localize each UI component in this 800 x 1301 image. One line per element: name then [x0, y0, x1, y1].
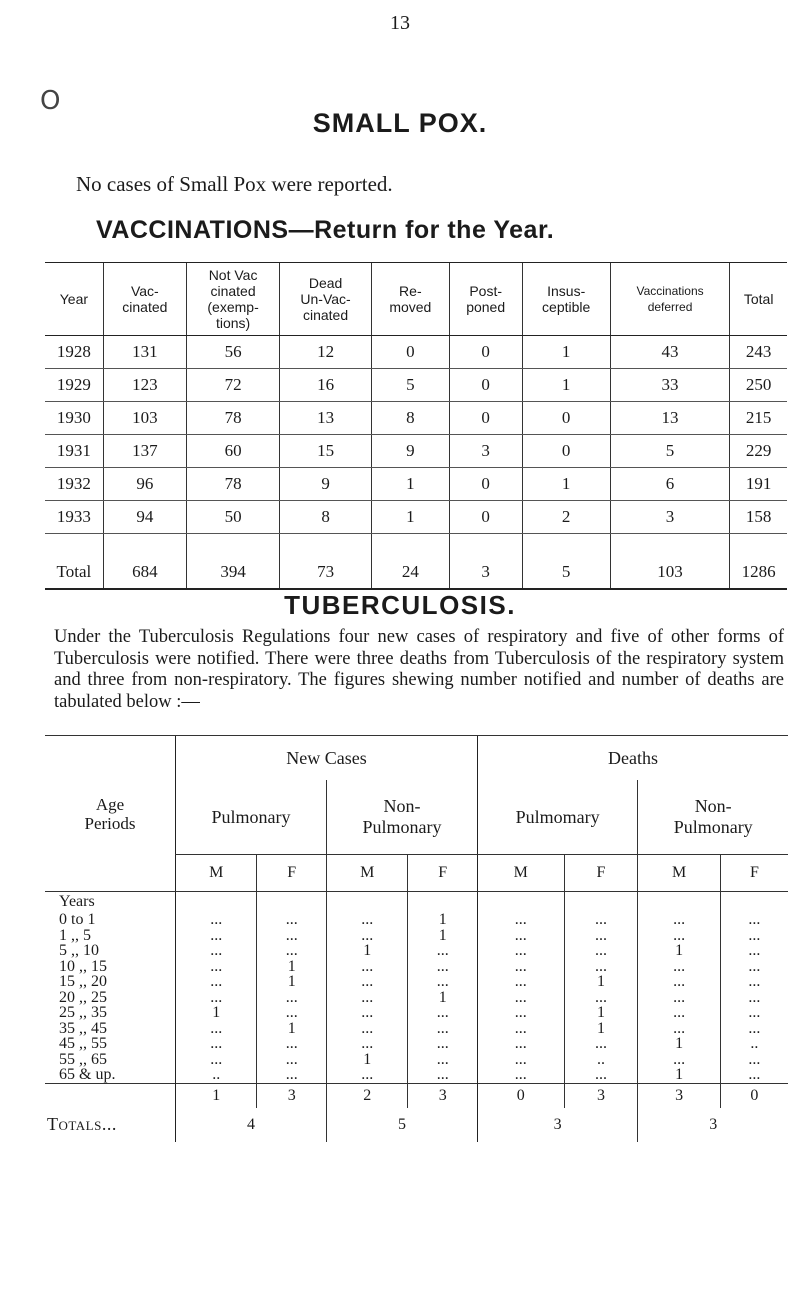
totals-label: Totals... — [47, 1114, 117, 1134]
tb-cell: .. — [176, 1067, 257, 1083]
tb-cell: 1 — [408, 928, 478, 944]
age-periods-label: Age Periods — [84, 794, 136, 833]
tb-cell: ... — [564, 1067, 638, 1083]
vacc-cell: 0 — [522, 435, 610, 468]
age-period: 35 ,, 45 — [59, 1019, 107, 1037]
sex-header: F — [408, 855, 478, 892]
tb-cell: ... — [326, 990, 407, 1006]
vacc-cell: 6 — [610, 468, 730, 501]
vacc-cell: 12 — [280, 336, 372, 369]
vacc-cell: 1929 — [45, 369, 103, 402]
column-sum: 3 — [638, 1083, 720, 1108]
vacc-cell: 1932 — [45, 468, 103, 501]
vacc-cell: 0 — [449, 336, 522, 369]
vacc-cell: 0 — [449, 468, 522, 501]
vacc-cell: 123 — [103, 369, 186, 402]
tb-cell: ... — [408, 1021, 478, 1037]
empty-cell — [326, 892, 407, 913]
tb-cell: ... — [408, 1052, 478, 1068]
tb-cell: ... — [720, 959, 788, 975]
new-cases-header: New Cases — [176, 736, 478, 781]
sex-header: F — [564, 855, 638, 892]
group-total: 5 — [326, 1108, 477, 1142]
new-non-pulmonary-header: Non- Pulmonary — [326, 780, 477, 855]
age-period: 15 ,, 20 — [59, 973, 107, 990]
sex-header: M — [638, 855, 720, 892]
tb-cell: ... — [408, 1005, 478, 1021]
new-pulmonary-header: Pulmonary — [176, 780, 327, 855]
tb-cell: 1 — [176, 1005, 257, 1021]
vacc-cell: 72 — [186, 369, 279, 402]
vacc-cell: 9 — [280, 468, 372, 501]
tb-cell: ... — [477, 959, 564, 975]
tb-cell: ... — [257, 912, 327, 928]
vacc-total-cell: 1286 — [730, 534, 787, 590]
vacc-row — [45, 468, 787, 501]
tb-cell: ... — [257, 1052, 327, 1068]
tb-cell: ... — [176, 1036, 257, 1052]
group-total: 3 — [638, 1108, 788, 1142]
vacc-total-cell: 394 — [186, 534, 279, 590]
empty-cell — [720, 892, 788, 913]
tb-cell: ... — [638, 959, 720, 975]
age-period: 5 ,, 10 — [59, 942, 99, 959]
vacc-cell: 1 — [522, 369, 610, 402]
tb-cell: 1 — [564, 1021, 638, 1037]
age-periods-header — [45, 736, 176, 892]
tb-cell: ... — [638, 1005, 720, 1021]
tb-cell: ... — [176, 1021, 257, 1037]
vacc-cell: 3 — [449, 435, 522, 468]
tb-cell: ... — [176, 928, 257, 944]
vacc-cell: 33 — [610, 369, 730, 402]
vaccinations-table — [45, 262, 787, 590]
tb-cell: ... — [638, 990, 720, 1006]
vacc-row — [45, 501, 787, 534]
sum-blank — [45, 1083, 176, 1108]
vacc-row — [45, 402, 787, 435]
column-sum: 3 — [408, 1083, 478, 1108]
vacc-cell: 0 — [449, 402, 522, 435]
tuberculosis-heading: TUBERCULOSIS. — [284, 590, 516, 620]
tb-cell: 1 — [564, 1005, 638, 1021]
deaths-header: Deaths — [477, 736, 788, 781]
vacc-col-header: Dead Un-Vac- cinated — [280, 263, 372, 336]
tb-cell: ... — [638, 912, 720, 928]
empty-cell — [477, 892, 564, 913]
empty-cell — [564, 892, 638, 913]
tb-cell: 1 — [257, 959, 327, 975]
tb-cell: 1 — [638, 943, 720, 959]
tb-cell: ... — [408, 1067, 478, 1083]
group-total: 4 — [176, 1108, 327, 1142]
vacc-cell: 8 — [280, 501, 372, 534]
tb-cell: ... — [477, 928, 564, 944]
tb-cell: 1 — [257, 1021, 327, 1037]
vacc-cell: 1933 — [45, 501, 103, 534]
tb-cell: ... — [257, 1005, 327, 1021]
sex-header: M — [176, 855, 257, 892]
vacc-cell: 15 — [280, 435, 372, 468]
vacc-total-cell: 103 — [610, 534, 730, 590]
vacc-cell: 13 — [610, 402, 730, 435]
vacc-cell: 229 — [730, 435, 787, 468]
vacc-cell: 1 — [522, 336, 610, 369]
vacc-cell: 131 — [103, 336, 186, 369]
tb-cell: ... — [477, 974, 564, 990]
vacc-total-row — [45, 534, 787, 590]
column-sum: 3 — [564, 1083, 638, 1108]
tb-cell: ... — [638, 1021, 720, 1037]
death-non-pulmonary-header: Non- Pulmonary — [638, 780, 788, 855]
age-row — [45, 1021, 788, 1037]
vacc-cell: 0 — [449, 501, 522, 534]
tb-cell: ... — [720, 1067, 788, 1083]
age-row — [45, 1052, 788, 1068]
tb-cell: ... — [720, 928, 788, 944]
vacc-cell: 1928 — [45, 336, 103, 369]
vacc-cell: 56 — [186, 336, 279, 369]
column-sum: 0 — [477, 1083, 564, 1108]
vacc-row — [45, 369, 787, 402]
age-period: 1 ,, 5 — [59, 926, 91, 944]
vacc-cell: 0 — [371, 336, 449, 369]
tb-cell: ... — [257, 928, 327, 944]
tb-cell: ... — [720, 990, 788, 1006]
tb-cell: ... — [477, 1021, 564, 1037]
tb-cell: ... — [176, 974, 257, 990]
tb-cell: ... — [564, 959, 638, 975]
vacc-row — [45, 336, 787, 369]
tb-cell: 1 — [326, 1052, 407, 1068]
column-sum: 1 — [176, 1083, 257, 1108]
tb-cell: ... — [326, 1021, 407, 1037]
smallpox-statement: No cases of Small Pox were reported. — [76, 172, 393, 196]
tb-cell: ... — [176, 959, 257, 975]
tb-cell: 1 — [257, 974, 327, 990]
tb-cell: ... — [638, 1052, 720, 1068]
vacc-cell: 50 — [186, 501, 279, 534]
vacc-cell: 96 — [103, 468, 186, 501]
vacc-cell: 94 — [103, 501, 186, 534]
vacc-cell: 215 — [730, 402, 787, 435]
column-sum: 3 — [257, 1083, 327, 1108]
tb-cell: ... — [720, 1021, 788, 1037]
tb-cell: .. — [564, 1052, 638, 1068]
vacc-cell: 78 — [186, 468, 279, 501]
vacc-cell: 60 — [186, 435, 279, 468]
sex-header: M — [477, 855, 564, 892]
tb-cell: ... — [408, 974, 478, 990]
tb-cell: ... — [638, 928, 720, 944]
margin-mark: O — [40, 86, 61, 116]
group-total: 3 — [477, 1108, 637, 1142]
tb-cell: ... — [720, 1052, 788, 1068]
sex-header: M — [326, 855, 407, 892]
tb-cell: 1 — [408, 990, 478, 1006]
age-period: 20 ,, 25 — [59, 988, 107, 1006]
sex-header: F — [720, 855, 788, 892]
vaccinations-heading: VACCINATIONS—Return for the Year. — [96, 216, 555, 244]
sex-header: F — [257, 855, 327, 892]
tb-cell: .. — [720, 1036, 788, 1052]
tb-cell: ... — [257, 1067, 327, 1083]
vacc-cell: 1 — [371, 501, 449, 534]
tb-cell: ... — [176, 990, 257, 1006]
tb-cell: ... — [257, 1036, 327, 1052]
years-label: Years — [59, 893, 95, 911]
vacc-cell: 0 — [522, 402, 610, 435]
tb-cell: ... — [326, 959, 407, 975]
tb-cell: ... — [477, 1036, 564, 1052]
vacc-total-cell: 73 — [280, 534, 372, 590]
tb-cell: ... — [326, 1067, 407, 1083]
totals-row — [45, 1108, 788, 1142]
vacc-col-header: Re- moved — [371, 263, 449, 336]
vacc-col-header: Vac- cinated — [103, 263, 186, 336]
tb-cell: ... — [564, 1036, 638, 1052]
age-row — [45, 1005, 788, 1021]
vacc-total-cell: 5 — [522, 534, 610, 590]
vacc-cell: 43 — [610, 336, 730, 369]
column-sum: 0 — [720, 1083, 788, 1108]
age-period: 10 ,, 15 — [59, 957, 107, 975]
vacc-cell: 158 — [730, 501, 787, 534]
tb-cell: ... — [326, 974, 407, 990]
vacc-total-cell: 684 — [103, 534, 186, 590]
vacc-col-header: Post- poned — [449, 263, 522, 336]
vacc-col-header: Not Vac cinated (exemp- tions) — [186, 263, 279, 336]
tb-cell: ... — [176, 912, 257, 928]
page-number: 13 — [390, 12, 410, 34]
vacc-cell: 243 — [730, 336, 787, 369]
vacc-cell: 9 — [371, 435, 449, 468]
vacc-cell: 191 — [730, 468, 787, 501]
vacc-total-cell: 24 — [371, 534, 449, 590]
empty-cell — [408, 892, 478, 913]
tb-cell: ... — [720, 974, 788, 990]
empty-cell — [257, 892, 327, 913]
vacc-cell: 0 — [449, 369, 522, 402]
age-row — [45, 912, 788, 928]
age-period: 65 & up. — [59, 1066, 116, 1083]
age-period: 0 to 1 — [59, 911, 96, 928]
age-period: 45 ,, 55 — [59, 1035, 107, 1052]
smallpox-heading: SMALL POX. — [312, 108, 488, 138]
years-row — [45, 892, 788, 913]
tb-cell: ... — [477, 1067, 564, 1083]
vacc-cell: 16 — [280, 369, 372, 402]
vacc-cell: 1 — [371, 468, 449, 501]
tb-cell: ... — [477, 990, 564, 1006]
tb-cell: 1 — [564, 974, 638, 990]
vacc-cell: 137 — [103, 435, 186, 468]
tb-cell: ... — [564, 990, 638, 1006]
vacc-cell: 1931 — [45, 435, 103, 468]
tb-cell: ... — [477, 1005, 564, 1021]
tb-cell: ... — [477, 943, 564, 959]
vacc-cell: 2 — [522, 501, 610, 534]
tb-cell: ... — [477, 912, 564, 928]
vacc-cell: 1 — [522, 468, 610, 501]
vacc-cell: 13 — [280, 402, 372, 435]
age-row — [45, 959, 788, 975]
vacc-cell: 5 — [610, 435, 730, 468]
tb-cell: ... — [326, 1005, 407, 1021]
age-row — [45, 928, 788, 944]
tb-cell: ... — [564, 912, 638, 928]
age-row — [45, 990, 788, 1006]
vacc-total-cell: Total — [45, 534, 103, 590]
age-row — [45, 974, 788, 990]
tuberculosis-paragraph: Under the Tuberculosis Regulations four new cases of respiratory and five of other forms of Tuberculosis were notified. There were three deaths from Tuberculosis of the respiratory system and three from non-respiratory. The figures shewing number notified and number of deaths are tabulated below :— — [54, 627, 784, 712]
column-sums-row — [45, 1083, 788, 1108]
tb-cell: 1 — [638, 1036, 720, 1052]
tb-cell: ... — [564, 928, 638, 944]
vacc-cell: 103 — [103, 402, 186, 435]
tb-cell: ... — [477, 1052, 564, 1068]
tb-cell: ... — [408, 1036, 478, 1052]
tb-cell: ... — [564, 943, 638, 959]
column-sum: 2 — [326, 1083, 407, 1108]
tb-cell: ... — [176, 943, 257, 959]
vacc-total-cell: 3 — [449, 534, 522, 590]
vaccinations-header-row — [45, 263, 787, 336]
vacc-col-header: Year — [45, 263, 103, 336]
tb-cell: ... — [257, 990, 327, 1006]
vacc-cell: 3 — [610, 501, 730, 534]
tb-cell: ... — [720, 1005, 788, 1021]
tb-cell: ... — [720, 912, 788, 928]
age-period: 55 ,, 65 — [59, 1050, 107, 1068]
tuberculosis-table — [45, 735, 788, 1142]
tb-cell: ... — [326, 1036, 407, 1052]
tb-cell: 1 — [408, 912, 478, 928]
vacc-cell: 250 — [730, 369, 787, 402]
vacc-cell: 78 — [186, 402, 279, 435]
age-row — [45, 1067, 788, 1083]
vacc-row — [45, 435, 787, 468]
tb-cell: ... — [176, 1052, 257, 1068]
tb-cell: 1 — [638, 1067, 720, 1083]
tb-cell: ... — [408, 959, 478, 975]
vacc-col-header: Vaccinations deferred — [610, 263, 730, 336]
age-period: 25 ,, 35 — [59, 1004, 107, 1021]
vacc-cell: 1930 — [45, 402, 103, 435]
vacc-cell: 5 — [371, 369, 449, 402]
vacc-col-header: Insus- ceptible — [522, 263, 610, 336]
tb-cell: ... — [408, 943, 478, 959]
tb-cell: 1 — [326, 943, 407, 959]
empty-cell — [638, 892, 720, 913]
tb-cell: ... — [326, 928, 407, 944]
death-pulmonary-header: Pulmomary — [477, 780, 637, 855]
tb-cell: ... — [720, 943, 788, 959]
age-row — [45, 943, 788, 959]
age-row — [45, 1036, 788, 1052]
empty-cell — [176, 892, 257, 913]
tb-cell: ... — [638, 974, 720, 990]
tb-cell: ... — [257, 943, 327, 959]
tb-cell: ... — [326, 912, 407, 928]
vacc-cell: 8 — [371, 402, 449, 435]
vacc-col-header: Total — [730, 263, 787, 336]
